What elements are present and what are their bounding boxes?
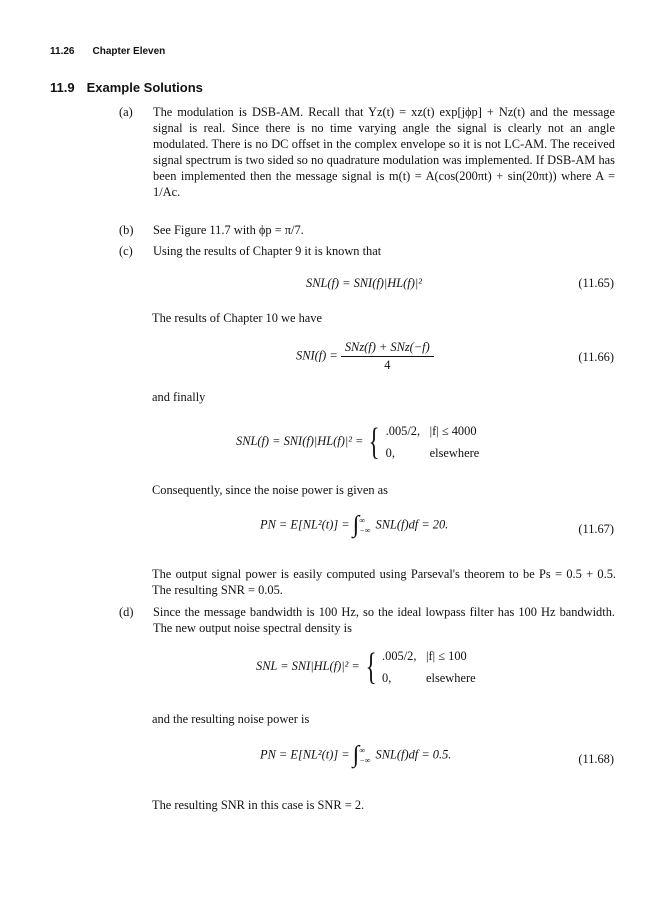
case-condition: elsewhere bbox=[429, 446, 480, 460]
item-text: Using the results of Chapter 9 it is known that bbox=[153, 244, 382, 258]
case-value: .005/2, bbox=[385, 424, 421, 438]
equation-new-noise-psd bbox=[256, 645, 476, 689]
item-text: See Figure 11.7 with ϕp = π/7. bbox=[153, 223, 304, 237]
paragraph: The results of Chapter 10 we have bbox=[152, 311, 322, 325]
fraction-numerator: SNz(f) + SNz(−f) bbox=[341, 340, 434, 357]
equation-rhs: SNL(f)df = 20. bbox=[375, 517, 449, 532]
equation-11-66 bbox=[296, 340, 434, 373]
left-brace: { bbox=[365, 646, 377, 688]
equation-noise-psd bbox=[236, 420, 479, 464]
paragraph: The output signal power is easily computed using Parseval's theorem to be Ps = 0.5 + 0.5. The resulting SNR = 0.05. bbox=[152, 567, 616, 597]
equation-lhs: SNL(f) = SNI(f)|HL(f)|² = bbox=[236, 433, 364, 448]
integral-limits bbox=[359, 746, 370, 766]
solution-item-b bbox=[119, 222, 615, 238]
chapter-label: Chapter Eleven bbox=[92, 46, 166, 57]
fraction bbox=[341, 340, 434, 373]
solution-item-a bbox=[119, 104, 615, 200]
equation-lhs: SNL = SNI|HL(f)|² = bbox=[256, 658, 360, 673]
equation-11-68 bbox=[260, 742, 451, 769]
item-label: (b) bbox=[119, 223, 134, 237]
lower-limit: −∞ bbox=[359, 525, 371, 535]
fraction-denominator: 4 bbox=[384, 358, 391, 372]
paragraph: and the resulting noise power is bbox=[152, 712, 310, 726]
upper-limit: ∞ bbox=[359, 745, 366, 755]
case-condition: |f| ≤ 100 bbox=[426, 649, 467, 663]
case-condition: |f| ≤ 4000 bbox=[429, 424, 477, 438]
equation-number: (11.68) bbox=[578, 752, 614, 766]
paragraph: The resulting SNR in this case is SNR = 2. bbox=[152, 798, 365, 812]
piecewise-cases bbox=[386, 420, 480, 464]
integral-sign: ∫ bbox=[352, 742, 360, 768]
section-heading bbox=[50, 80, 203, 95]
item-label: (d) bbox=[119, 605, 134, 619]
equation-body: SNL(f) = SNI(f)|HL(f)|² bbox=[306, 276, 422, 290]
lower-limit: −∞ bbox=[359, 755, 371, 765]
paragraph: and finally bbox=[152, 390, 206, 404]
case-condition: elsewhere bbox=[426, 671, 476, 685]
equation-rhs: SNL(f)df = 0.5. bbox=[375, 747, 452, 762]
upper-limit: ∞ bbox=[359, 515, 366, 525]
case-value: 0, bbox=[385, 446, 395, 460]
item-label: (a) bbox=[119, 105, 133, 119]
equation-number: (11.66) bbox=[578, 350, 614, 364]
integral-sign: ∫ bbox=[352, 512, 360, 538]
page-number: 11.26 bbox=[50, 46, 75, 57]
equation-lhs: PN = E[NL²(t)] = bbox=[260, 517, 350, 532]
case-value: .005/2, bbox=[382, 649, 417, 663]
piecewise-cases bbox=[382, 645, 476, 689]
running-header bbox=[50, 46, 165, 57]
paragraph: Consequently, since the noise power is given as bbox=[152, 483, 388, 497]
equation-number: (11.65) bbox=[578, 276, 614, 290]
solution-item-c bbox=[119, 243, 615, 259]
solution-item-d bbox=[119, 604, 615, 636]
equation-lhs: SNI(f) = bbox=[296, 348, 338, 363]
left-brace: { bbox=[369, 421, 381, 463]
equation-lhs: PN = E[NL²(t)] = bbox=[260, 747, 350, 762]
equation-number: (11.67) bbox=[578, 522, 614, 536]
section-number: 11.9 bbox=[50, 80, 75, 95]
section-title: Example Solutions bbox=[86, 80, 203, 95]
item-text: Since the message bandwidth is 100 Hz, so the ideal lowpass filter has 100 Hz bandwidth. The new output noise spectral density is bbox=[153, 605, 615, 635]
case-value: 0, bbox=[382, 671, 392, 685]
item-label: (c) bbox=[119, 244, 133, 258]
equation-11-65 bbox=[306, 276, 422, 291]
equation-11-67 bbox=[260, 512, 448, 539]
integral-limits bbox=[359, 516, 370, 536]
item-text: The modulation is DSB-AM. Recall that Yz(t) = xz(t) exp[jϕp] + Nz(t) and the message signal is real. Since there is no time varying angle the signal is clearly not an angle modulated. There is no DC offset in the complex envelope so it is not LC-AM. The received signal spectrum is two sided so no quadrature modulation was implemented. If DSB-AM has been implemented then the message signal is m(t) = A(cos(200πt) + sin(20πt)) where A = 1/Ac. bbox=[153, 105, 615, 199]
